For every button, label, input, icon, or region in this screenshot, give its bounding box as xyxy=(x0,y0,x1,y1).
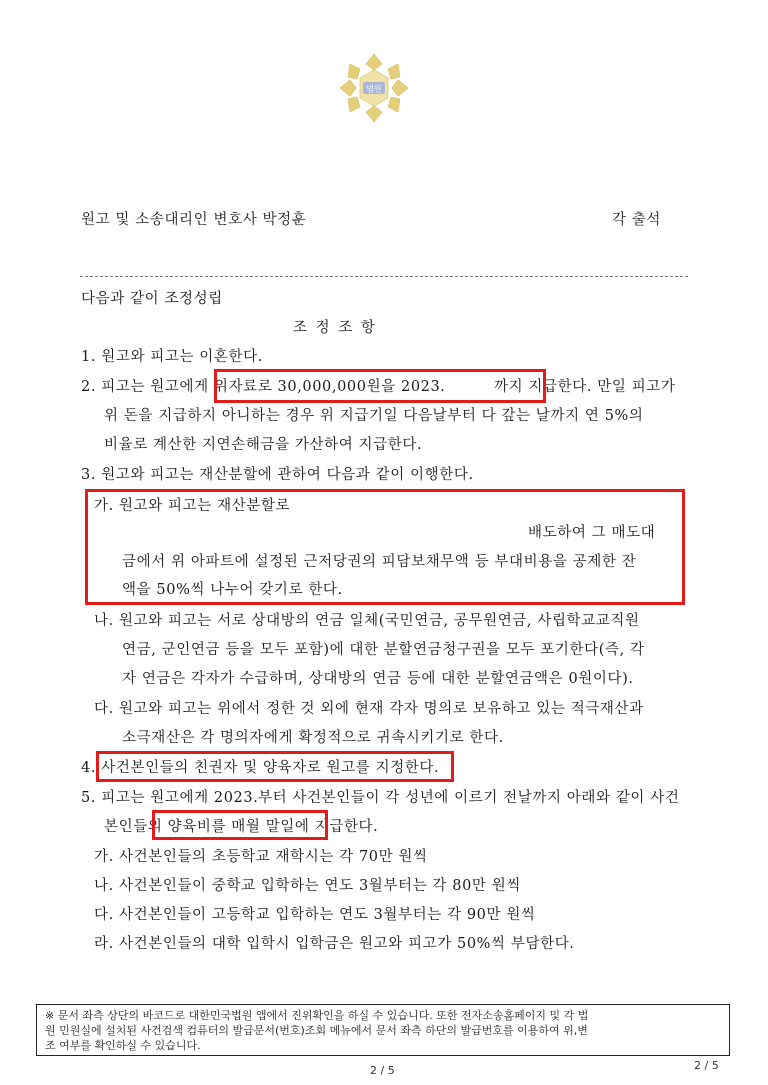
item-1: 1. 원고와 피고는 이혼한다. xyxy=(81,349,263,365)
item-3b-line1: 나. 원고와 피고는 서로 상대방의 연금 일체(국민연금, 공무원연금, 사립학교교직원 xyxy=(94,613,640,629)
item-3b-line2: 연금, 군인연금 등을 모두 포함)에 대한 분할연금청구권을 모두 포기한다(즉, 각 xyxy=(122,642,645,658)
highlight-property-division xyxy=(85,489,685,605)
item-4: 4. 사건본인들의 친권자 및 양육자로 원고를 지정한다. xyxy=(81,760,440,776)
item-5-line2: 본인들의 양육비를 매월 말일에 지급한다. xyxy=(104,819,379,835)
attendance-right: 각 출석 xyxy=(612,212,662,228)
highlight-custody xyxy=(96,751,454,782)
item-3b-line3: 자 연금은 각자가 수급하며, 상대방의 연금 등에 대한 분할연금액은 0원이다). xyxy=(122,671,634,687)
item-5c: 다. 사건본인들이 고등학교 입학하는 연도 3월부터는 각 90만 원씩 xyxy=(94,907,536,923)
item-3a-line3: 금에서 위 아파트에 설정된 근저당권의 피담보채무액 등 부대비용을 공제한 잔 xyxy=(122,554,637,570)
item-3c-line1: 다. 원고와 피고는 위에서 정한 것 외에 현재 각자 명의로 보유하고 있는 적극재산과 xyxy=(94,701,644,717)
page-number-center: 2 / 5 xyxy=(370,1064,395,1077)
footer-notice-line1: ※ 문서 좌측 상단의 바코드로 대한민국법원 앱에서 진위확인을 하실 수 있습니다. 또한 전자소송홈페이지 및 각 법 xyxy=(45,1009,589,1022)
item-3a-line1: 가. 원고와 피고는 재산분할로 xyxy=(94,498,291,514)
item-3: 3. 원고와 피고는 재산분할에 관하여 다음과 같이 이행한다. xyxy=(81,467,474,483)
item-2-line2: 위 돈을 지급하지 아니하는 경우 위 지급기일 다음날부터 다 갚는 날까지 연 5%의 xyxy=(104,408,644,424)
footer-notice xyxy=(36,1004,730,1056)
footer-notice-line3: 조 여부를 확인하실 수 있습니다. xyxy=(45,1039,201,1052)
footer-notice-line2: 원 민원실에 설치된 사건검색 컴퓨터의 발급문서(번호)조회 메뉴에서 문서 좌측 하단의 발급번호를 이용하여 위,변 xyxy=(45,1024,588,1037)
attendance-left: 원고 및 소송대리인 변호사 박정훈 xyxy=(81,212,307,228)
seal-text: 법원 xyxy=(366,84,382,94)
court-seal-emblem xyxy=(338,52,410,124)
item-5d: 라. 사건본인들의 대학 입학시 입학금은 원고와 피고가 50%씩 부담한다. xyxy=(94,936,575,952)
highlight-alimony-payment xyxy=(214,369,546,403)
item-3c-line2: 소극재산은 각 명의자에게 확정적으로 귀속시키기로 한다. xyxy=(122,730,504,746)
item-5-line1-a: 5. 피고는 원고에게 2023. xyxy=(81,790,259,806)
section-title: 조 정 조 항 xyxy=(293,320,377,336)
page-number-right: 2 / 5 xyxy=(694,1059,719,1072)
item-2-line3: 비율로 계산한 지연손해금을 가산하여 지급한다. xyxy=(104,437,423,453)
item-3a-line4: 액을 50%씩 나누어 갖기로 한다. xyxy=(122,582,343,598)
item-5-line1-b: 부터 사건본인들이 각 성년에 이르기 전날까지 아래와 같이 사건 xyxy=(258,790,680,806)
item-3a-line2: 배도하여 그 매도대 xyxy=(528,525,656,541)
item-5b: 나. 사건본인들이 중학교 입학하는 연도 3월부터는 각 80만 원씩 xyxy=(94,878,521,894)
item-2-line1-a: 2. 피고는 원고에게 위자료로 30,000,000원을 2023. xyxy=(81,379,446,395)
item-5a: 가. 사건본인들의 초등학교 재학시는 각 70만 원씩 xyxy=(94,849,428,865)
intro-text: 다음과 같이 조정성립 xyxy=(81,291,223,307)
separator-line xyxy=(80,276,688,277)
item-2-line1-b: 까지 지급한다. 만일 피고가 xyxy=(494,379,676,395)
highlight-child-support xyxy=(152,810,328,840)
